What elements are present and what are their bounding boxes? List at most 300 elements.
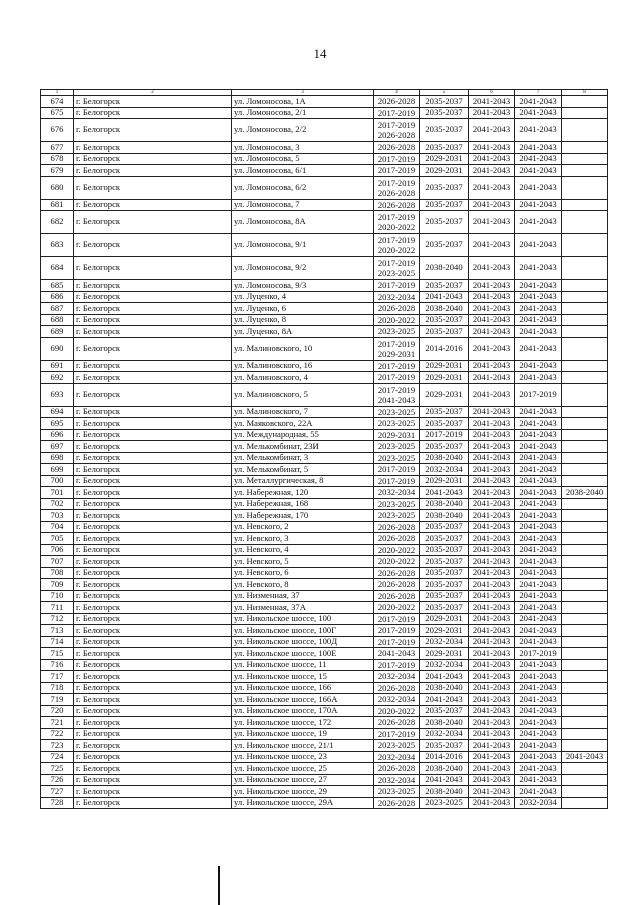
row-number-cell: 685 [41, 280, 74, 292]
town-cell: г. Белогорск [74, 337, 232, 360]
address-cell: ул. Ломоносова, 8А [232, 211, 374, 234]
row-number-cell: 679 [41, 165, 74, 177]
address-cell: ул. Луценко, 8 [232, 314, 374, 326]
period-cell-8 [562, 648, 608, 660]
period-cell-8 [562, 613, 608, 625]
town-cell: г. Белогорск [74, 418, 232, 430]
period-cell-5: 2035-2037 [420, 199, 469, 211]
period-line: 2026-2028 [377, 797, 416, 808]
period-cell-6: 2041-2043 [469, 475, 515, 487]
period-cell-6: 2041-2043 [469, 165, 515, 177]
period-cell-6: 2041-2043 [469, 406, 515, 418]
period-cell-5: 2035-2037 [420, 176, 469, 199]
row-number-cell: 690 [41, 337, 74, 360]
town-cell: г. Белогорск [74, 487, 232, 499]
period-cell-6: 2041-2043 [469, 291, 515, 303]
table-row [41, 337, 608, 360]
period-line: 2026-2028 [377, 763, 416, 774]
period-cell-4 [374, 579, 420, 591]
town-cell: г. Белогорск [74, 165, 232, 177]
town-cell: г. Белогорск [74, 153, 232, 165]
period-line: 2020-2022 [377, 245, 416, 255]
row-number-cell: 710 [41, 590, 74, 602]
period-cell-8 [562, 199, 608, 211]
row-number-cell: 714 [41, 636, 74, 648]
period-cell-4 [374, 648, 420, 660]
town-cell: г. Белогорск [74, 314, 232, 326]
period-cell-8 [562, 786, 608, 798]
row-number-cell: 695 [41, 418, 74, 430]
period-cell-6: 2041-2043 [469, 326, 515, 338]
period-cell-7: 2041-2043 [515, 694, 562, 706]
period-cell-5: 2038-2040 [420, 717, 469, 729]
table-row [41, 153, 608, 165]
table-row [41, 728, 608, 740]
period-line: 2032-2034 [377, 774, 416, 785]
period-cell-6: 2041-2043 [469, 280, 515, 292]
address-cell: ул. Низменная, 37 [232, 590, 374, 602]
period-cell-4 [374, 544, 420, 556]
address-cell: ул. Невского, 8 [232, 579, 374, 591]
period-cell-8 [562, 510, 608, 522]
period-cell-6: 2041-2043 [469, 797, 515, 809]
period-cell-6: 2041-2043 [469, 625, 515, 637]
period-line: 2023-2025 [377, 268, 416, 278]
table-row [41, 142, 608, 154]
period-cell-6: 2041-2043 [469, 717, 515, 729]
period-cell-4 [374, 372, 420, 384]
row-number-cell: 716 [41, 659, 74, 671]
row-number-cell: 717 [41, 671, 74, 683]
period-cell-5: 2032-2034 [420, 636, 469, 648]
period-cell-6: 2041-2043 [469, 786, 515, 798]
period-cell-8 [562, 602, 608, 614]
period-cell-5: 2035-2037 [420, 119, 469, 142]
period-cell-7: 2041-2043 [515, 475, 562, 487]
period-cell-6: 2041-2043 [469, 533, 515, 545]
table-row [41, 475, 608, 487]
period-cell-6: 2041-2043 [469, 740, 515, 752]
table-row [41, 406, 608, 418]
period-cell-7: 2032-2034 [515, 797, 562, 809]
period-cell-8 [562, 544, 608, 556]
period-cell-4 [374, 429, 420, 441]
period-line: 2026-2028 [377, 717, 416, 728]
town-cell: г. Белогорск [74, 406, 232, 418]
period-cell-7: 2041-2043 [515, 142, 562, 154]
period-cell-4 [374, 418, 420, 430]
period-cell-4 [374, 694, 420, 706]
table-row [41, 452, 608, 464]
column-number: 3 [232, 90, 374, 96]
address-cell: ул. Ломоносова, 5 [232, 153, 374, 165]
table-row [41, 544, 608, 556]
table-row [41, 383, 608, 406]
period-cell-7: 2041-2043 [515, 153, 562, 165]
period-cell-5: 2038-2040 [420, 452, 469, 464]
row-number-cell: 687 [41, 303, 74, 315]
period-cell-7: 2041-2043 [515, 418, 562, 430]
period-line: 2017-2019 [377, 258, 416, 268]
row-number-cell: 678 [41, 153, 74, 165]
address-cell: ул. Малиновского, 5 [232, 383, 374, 406]
town-cell: г. Белогорск [74, 694, 232, 706]
address-cell: ул. Луценко, 6 [232, 303, 374, 315]
period-line: 2017-2019 [377, 177, 416, 188]
period-cell-6: 2041-2043 [469, 464, 515, 476]
period-cell-7: 2041-2043 [515, 590, 562, 602]
period-cell-7: 2041-2043 [515, 107, 562, 119]
table-row [41, 418, 608, 430]
address-cell: ул. Ломоносова, 2/2 [232, 119, 374, 142]
town-cell: г. Белогорск [74, 234, 232, 257]
row-number-cell: 674 [41, 96, 74, 108]
period-cell-7: 2041-2043 [515, 314, 562, 326]
row-number-cell: 703 [41, 510, 74, 522]
period-cell-5: 2038-2040 [420, 682, 469, 694]
period-line: 2017-2019 [377, 475, 416, 486]
period-cell-8 [562, 441, 608, 453]
table-row [41, 234, 608, 257]
period-cell-8 [562, 360, 608, 372]
period-line: 2023-2025 [377, 452, 416, 463]
period-cell-5: 2029-2031 [420, 648, 469, 660]
period-cell-5: 2035-2037 [420, 142, 469, 154]
table-row [41, 510, 608, 522]
period-cell-8 [562, 797, 608, 809]
table-row [41, 613, 608, 625]
table-row [41, 797, 608, 809]
period-cell-5: 2029-2031 [420, 372, 469, 384]
row-number-cell: 706 [41, 544, 74, 556]
period-line: 2026-2028 [377, 567, 416, 578]
row-number-cell: 691 [41, 360, 74, 372]
period-cell-8 [562, 153, 608, 165]
address-cell: ул. Невского, 3 [232, 533, 374, 545]
period-cell-7: 2041-2043 [515, 786, 562, 798]
period-line: 2026-2028 [377, 682, 416, 693]
period-cell-8 [562, 705, 608, 717]
period-cell-5: 2035-2037 [420, 406, 469, 418]
address-cell: ул. Никольское шоссе, 29 [232, 786, 374, 798]
period-cell-7: 2041-2043 [515, 119, 562, 142]
period-cell-4 [374, 176, 420, 199]
period-cell-8 [562, 763, 608, 775]
period-line: 2020-2022 [377, 602, 416, 613]
period-cell-6: 2041-2043 [469, 176, 515, 199]
address-cell: ул. Никольское шоссе, 19 [232, 728, 374, 740]
address-cell: ул. Ломоносова, 6/1 [232, 165, 374, 177]
period-cell-4 [374, 510, 420, 522]
address-cell: ул. Набережная, 168 [232, 498, 374, 510]
town-cell: г. Белогорск [74, 786, 232, 798]
row-number-cell: 709 [41, 579, 74, 591]
period-line: 2020-2022 [377, 314, 416, 325]
address-cell: ул. Ломоносова, 9/1 [232, 234, 374, 257]
period-cell-5: 2038-2040 [420, 303, 469, 315]
period-line: 2017-2019 [377, 107, 416, 118]
period-cell-7: 2041-2043 [515, 280, 562, 292]
period-cell-7: 2041-2043 [515, 326, 562, 338]
period-cell-5: 2035-2037 [420, 544, 469, 556]
period-cell-5: 2035-2037 [420, 96, 469, 108]
row-number-cell: 676 [41, 119, 74, 142]
period-line: 2020-2022 [377, 556, 416, 567]
period-cell-6: 2041-2043 [469, 119, 515, 142]
period-line: 2017-2019 [377, 153, 416, 164]
period-cell-4 [374, 728, 420, 740]
column-number: 7 [515, 90, 562, 96]
period-cell-6: 2041-2043 [469, 567, 515, 579]
town-cell: г. Белогорск [74, 176, 232, 199]
town-cell: г. Белогорск [74, 372, 232, 384]
period-cell-7: 2041-2043 [515, 556, 562, 568]
table-row [41, 659, 608, 671]
period-cell-8 [562, 280, 608, 292]
period-cell-5: 2038-2040 [420, 498, 469, 510]
period-cell-7: 2041-2043 [515, 625, 562, 637]
row-number-cell: 702 [41, 498, 74, 510]
period-cell-4 [374, 774, 420, 786]
period-cell-4 [374, 556, 420, 568]
period-cell-8 [562, 579, 608, 591]
town-cell: г. Белогорск [74, 579, 232, 591]
row-number-cell: 721 [41, 717, 74, 729]
period-cell-5: 2035-2037 [420, 579, 469, 591]
table-row [41, 441, 608, 453]
period-line: 2026-2028 [377, 303, 416, 314]
period-cell-6: 2041-2043 [469, 751, 515, 763]
period-cell-8 [562, 211, 608, 234]
town-cell: г. Белогорск [74, 464, 232, 476]
period-line: 2020-2022 [377, 222, 416, 232]
period-cell-4 [374, 567, 420, 579]
period-cell-8: 2038-2040 [562, 487, 608, 499]
period-cell-5: 2041-2043 [420, 291, 469, 303]
row-number-cell: 711 [41, 602, 74, 614]
address-cell: ул. Ломоносова, 2/1 [232, 107, 374, 119]
address-cell: ул. Никольское шоссе, 21/1 [232, 740, 374, 752]
period-cell-6: 2041-2043 [469, 728, 515, 740]
address-cell: ул. Никольское шоссе, 15 [232, 671, 374, 683]
table-row [41, 487, 608, 499]
period-line: 2032-2034 [377, 291, 416, 302]
row-number-cell: 726 [41, 774, 74, 786]
period-cell-8 [562, 475, 608, 487]
period-cell-6: 2041-2043 [469, 142, 515, 154]
period-cell-8: 2041-2043 [562, 751, 608, 763]
period-cell-4 [374, 406, 420, 418]
table-row [41, 533, 608, 545]
period-cell-4 [374, 142, 420, 154]
period-line: 2017-2019 [377, 120, 416, 130]
period-cell-8 [562, 498, 608, 510]
period-cell-6: 2041-2043 [469, 257, 515, 280]
town-cell: г. Белогорск [74, 303, 232, 315]
row-number-cell: 689 [41, 326, 74, 338]
period-cell-6: 2041-2043 [469, 694, 515, 706]
period-cell-6: 2041-2043 [469, 429, 515, 441]
town-cell: г. Белогорск [74, 211, 232, 234]
table-row [41, 291, 608, 303]
period-cell-7: 2041-2043 [515, 211, 562, 234]
row-number-cell: 683 [41, 234, 74, 257]
address-cell: ул. Международная, 55 [232, 429, 374, 441]
town-cell: г. Белогорск [74, 429, 232, 441]
address-cell: ул. Малиновского, 10 [232, 337, 374, 360]
period-cell-8 [562, 257, 608, 280]
period-cell-4 [374, 602, 420, 614]
row-number-cell: 697 [41, 441, 74, 453]
binding-mark [218, 866, 220, 905]
period-cell-7: 2041-2043 [515, 567, 562, 579]
town-cell: г. Белогорск [74, 751, 232, 763]
period-cell-4 [374, 360, 420, 372]
schedule-table [40, 89, 608, 809]
period-cell-5: 2041-2043 [420, 694, 469, 706]
address-cell: ул. Невского, 6 [232, 567, 374, 579]
period-cell-6: 2041-2043 [469, 153, 515, 165]
address-cell: ул. Низменная, 37А [232, 602, 374, 614]
period-line: 2017-2019 [377, 280, 416, 291]
town-cell: г. Белогорск [74, 705, 232, 717]
town-cell: г. Белогорск [74, 590, 232, 602]
row-number-cell: 725 [41, 763, 74, 775]
period-cell-8 [562, 418, 608, 430]
period-cell-8 [562, 625, 608, 637]
address-cell: ул. Никольское шоссе, 170А [232, 705, 374, 717]
period-cell-5: 2035-2037 [420, 533, 469, 545]
period-cell-7: 2041-2043 [515, 487, 562, 499]
period-cell-4 [374, 291, 420, 303]
table-row [41, 314, 608, 326]
period-cell-7: 2041-2043 [515, 498, 562, 510]
address-cell: ул. Невского, 4 [232, 544, 374, 556]
column-number: 8 [562, 90, 608, 96]
table-row [41, 211, 608, 234]
table-row [41, 280, 608, 292]
period-line: 2020-2022 [377, 544, 416, 555]
period-line: 2023-2025 [377, 326, 416, 337]
row-number-cell: 727 [41, 786, 74, 798]
row-number-cell: 723 [41, 740, 74, 752]
row-number-cell: 728 [41, 797, 74, 809]
period-cell-6: 2041-2043 [469, 360, 515, 372]
town-cell: г. Белогорск [74, 648, 232, 660]
period-cell-4 [374, 521, 420, 533]
period-cell-6: 2041-2043 [469, 636, 515, 648]
period-cell-8 [562, 521, 608, 533]
period-line: 2017-2019 [377, 636, 416, 647]
address-cell: ул. Металлургическая, 8 [232, 475, 374, 487]
address-cell: ул. Мелькомбинат, 3 [232, 452, 374, 464]
period-cell-5: 2041-2043 [420, 671, 469, 683]
period-cell-4 [374, 165, 420, 177]
town-cell: г. Белогорск [74, 326, 232, 338]
address-cell: ул. Мелькомбинат, 5 [232, 464, 374, 476]
period-cell-8 [562, 659, 608, 671]
address-cell: ул. Никольское шоссе, 29А [232, 797, 374, 809]
town-cell: г. Белогорск [74, 280, 232, 292]
table-row [41, 556, 608, 568]
row-number-cell: 680 [41, 176, 74, 199]
period-line: 2023-2025 [377, 740, 416, 751]
period-cell-5: 2035-2037 [420, 441, 469, 453]
period-cell-4 [374, 257, 420, 280]
period-cell-4 [374, 199, 420, 211]
period-line: 2017-2019 [377, 659, 416, 670]
period-cell-4 [374, 682, 420, 694]
period-cell-7: 2041-2043 [515, 429, 562, 441]
town-cell: г. Белогорск [74, 659, 232, 671]
address-cell: ул. Луценко, 8А [232, 326, 374, 338]
table-row [41, 429, 608, 441]
period-cell-7: 2041-2043 [515, 544, 562, 556]
period-cell-8 [562, 142, 608, 154]
town-cell: г. Белогорск [74, 613, 232, 625]
period-cell-8 [562, 303, 608, 315]
period-cell-4 [374, 452, 420, 464]
period-cell-6: 2041-2043 [469, 498, 515, 510]
period-cell-5: 2029-2031 [420, 475, 469, 487]
row-number-cell: 724 [41, 751, 74, 763]
town-cell: г. Белогорск [74, 360, 232, 372]
table-row [41, 636, 608, 648]
period-cell-8 [562, 429, 608, 441]
table-row [41, 119, 608, 142]
table-row [41, 579, 608, 591]
town-cell: г. Белогорск [74, 441, 232, 453]
period-cell-6: 2041-2043 [469, 303, 515, 315]
period-cell-4 [374, 475, 420, 487]
period-line: 2026-2028 [377, 590, 416, 601]
town-cell: г. Белогорск [74, 475, 232, 487]
period-cell-8 [562, 694, 608, 706]
period-cell-8 [562, 740, 608, 752]
row-number-cell: 677 [41, 142, 74, 154]
period-cell-6: 2041-2043 [469, 314, 515, 326]
address-cell: ул. Ломоносова, 6/2 [232, 176, 374, 199]
address-cell: ул. Малиновского, 7 [232, 406, 374, 418]
table-row [41, 96, 608, 108]
table-row [41, 257, 608, 280]
town-cell: г. Белогорск [74, 671, 232, 683]
period-cell-6: 2041-2043 [469, 613, 515, 625]
table-row [41, 176, 608, 199]
period-line: 2017-2019 [377, 384, 416, 395]
address-cell: ул. Никольское шоссе, 23 [232, 751, 374, 763]
row-number-cell: 700 [41, 475, 74, 487]
period-cell-6: 2041-2043 [469, 199, 515, 211]
period-cell-8 [562, 291, 608, 303]
address-cell: ул. Ломоносова, 9/2 [232, 257, 374, 280]
period-cell-5: 2029-2031 [420, 153, 469, 165]
row-number-cell: 675 [41, 107, 74, 119]
period-cell-5: 2038-2040 [420, 257, 469, 280]
period-cell-4 [374, 441, 420, 453]
period-cell-6: 2041-2043 [469, 579, 515, 591]
address-cell: ул. Малиновского, 16 [232, 360, 374, 372]
period-cell-8 [562, 464, 608, 476]
period-cell-8 [562, 682, 608, 694]
period-line: 2029-2031 [377, 348, 416, 359]
period-line: 2026-2028 [377, 187, 416, 198]
period-line: 2026-2028 [377, 142, 416, 153]
period-cell-8 [562, 636, 608, 648]
period-cell-4 [374, 383, 420, 406]
period-cell-7: 2041-2043 [515, 705, 562, 717]
period-cell-5: 2035-2037 [420, 740, 469, 752]
